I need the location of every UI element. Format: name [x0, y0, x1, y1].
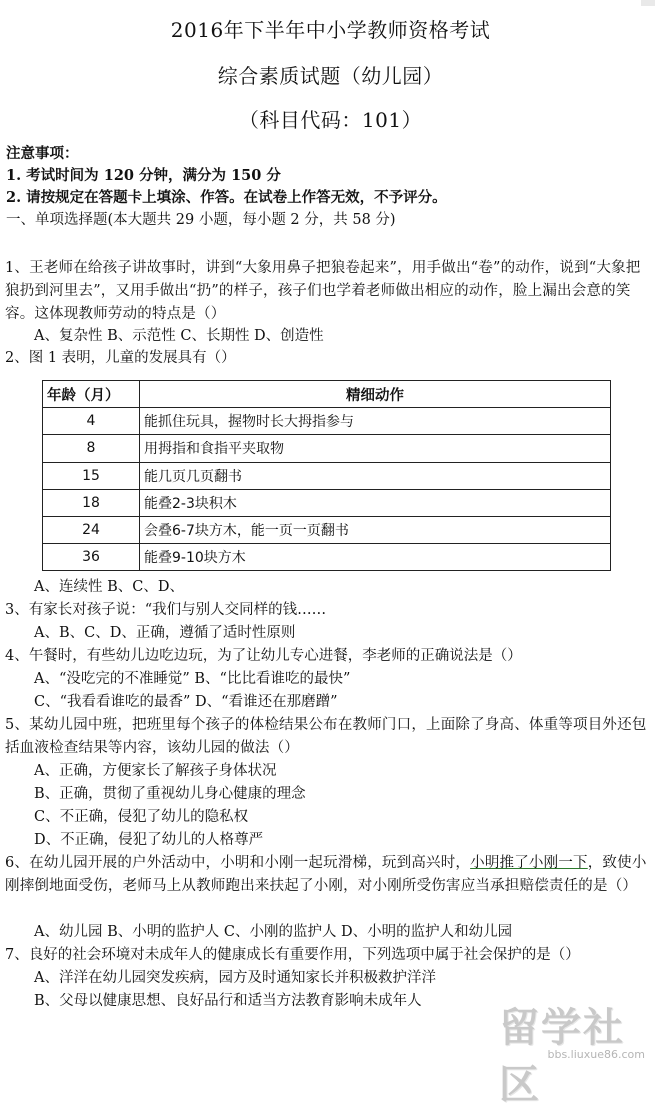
watermark-url: bbs.liuxue86.com: [547, 1048, 645, 1061]
action-cell: 能叠2-3块积木: [140, 489, 611, 516]
question-4-options-ab: A、“没吃完的不准睡觉” B、“比比看谁吃的最快”: [34, 671, 351, 687]
question-4-options-cd: C、“我看看谁吃的最香” D、“看谁还在那磨蹭”: [34, 694, 338, 710]
age-cell: 15: [43, 462, 140, 489]
question-6-text-end: ，致使小刚摔倒地面受伤，老师马上从教师跑出来扶起了小刚，对小刚所受伤害应当承担赔偿责任的是（）: [5, 855, 647, 894]
action-cell: 能几页几页翻书: [140, 462, 611, 489]
question-2-text: 2、图 1 表明，儿童的发展具有（）: [5, 350, 236, 366]
table-row: [43, 408, 611, 435]
question-4-text: 4、午餐时，有些幼儿边吃边玩，为了让幼儿专心进餐，李老师的正确说法是（）: [5, 648, 522, 664]
table-row: [43, 516, 611, 543]
notice-heading: 注意事项：: [6, 145, 79, 162]
age-cell: 24: [43, 516, 140, 543]
question-5-text: 5、某幼儿园中班，把班里每个孩子的体检结果公布在教师门口，上面除了身高、体重等项目外还包括血液检查结果等内容，该幼儿园的做法（）: [5, 717, 647, 756]
question-6-text-start: 6、在幼儿园开展的户外活动中，小明和小刚一起玩滑梯，玩到高兴时，: [5, 855, 471, 871]
question-7-text: 7、良好的社会环境对未成年人的健康成长有重要作用，下列选项中属于社会保护的是（）: [5, 947, 580, 963]
question-6-text: [5, 852, 655, 898]
action-cell: 能叠9-10块方木: [140, 544, 611, 571]
question-1-options: A、复杂性 B、示范性 C、长期性 D、创造性: [34, 328, 324, 344]
question-6-options: A、幼儿园 B、小明的监护人 C、小刚的监护人 D、小明的监护人和幼儿园: [34, 924, 513, 940]
notice-item-2: 2. 请按规定在答题卡上填涂、作答。在试卷上作答无效，不予评分。: [6, 189, 447, 206]
notice-item-1: 1. 考试时间为 120 分钟，满分为 150 分: [6, 167, 281, 184]
exam-subtitle: 综合素质试题（幼儿园）: [217, 64, 444, 88]
section-heading: 一、单项选择题(本大题共 29 小题，每小题 2 分，共 58 分): [6, 212, 396, 228]
fine-motor-table: [42, 380, 611, 571]
question-5-option-a: A、正确，方便家长了解孩子身体状况: [34, 763, 277, 779]
question-7-option-a: A、洋洋在幼儿园突发疾病，园方及时通知家长并积极救护洋洋: [34, 970, 436, 986]
table-row: [43, 489, 611, 516]
site-watermark: [499, 996, 649, 1108]
table-row: [43, 544, 611, 571]
question-5-option-b: B、正确，贯彻了重视幼儿身心健康的理念: [34, 786, 306, 802]
header-age: 年龄（月）: [43, 381, 140, 408]
subject-code: （科目代码：101）: [238, 108, 423, 132]
table-row: [43, 435, 611, 462]
question-3-text: 3、有家长对孩子说：“我们与别人交同样的钱……: [5, 602, 327, 618]
age-cell: 36: [43, 544, 140, 571]
age-cell: 18: [43, 489, 140, 516]
action-cell: 能抓住玩具，握物时长大拇指参与: [140, 408, 611, 435]
question-2-options: A、连续性 B、C、D、: [34, 579, 184, 595]
table-row: [43, 462, 611, 489]
question-3-options: A、B、C、D、正确，遵循了适时性原则: [34, 625, 296, 641]
exam-title: 2016年下半年中小学教师资格考试: [170, 18, 491, 42]
header-fine-motor: 精细动作: [140, 381, 611, 408]
question-6-underlined-phrase: 小明推了小刚一下: [470, 855, 588, 871]
action-cell: 用拇指和食指平夹取物: [140, 435, 611, 462]
question-7-option-b: B、父母以健康思想、良好品行和适当方法教育影响未成年人: [34, 993, 422, 1009]
watermark-logo-text: 留学社区: [499, 1005, 625, 1108]
age-cell: 8: [43, 435, 140, 462]
question-5-option-c: C、不正确，侵犯了幼儿的隐私权: [34, 809, 249, 825]
table-header-row: [43, 381, 611, 408]
age-cell: 4: [43, 408, 140, 435]
scan-edge-mark: [641, 0, 655, 6]
question-5-option-d: D、不正确，侵犯了幼儿的人格尊严: [34, 832, 264, 848]
action-cell: 会叠6-7块方木，能一页一页翻书: [140, 516, 611, 543]
question-1-text: 1、王老师在给孩子讲故事时，讲到“大象用鼻子把狼卷起来”，用手做出“卷”的动作，说到“大象把狼扔到河里去”，又用手做出“扔”的样子，孩子们也学着老师做出相应的动作，脸上漏出会意的笑容。这体现教师劳动的特点是（）: [5, 260, 641, 322]
